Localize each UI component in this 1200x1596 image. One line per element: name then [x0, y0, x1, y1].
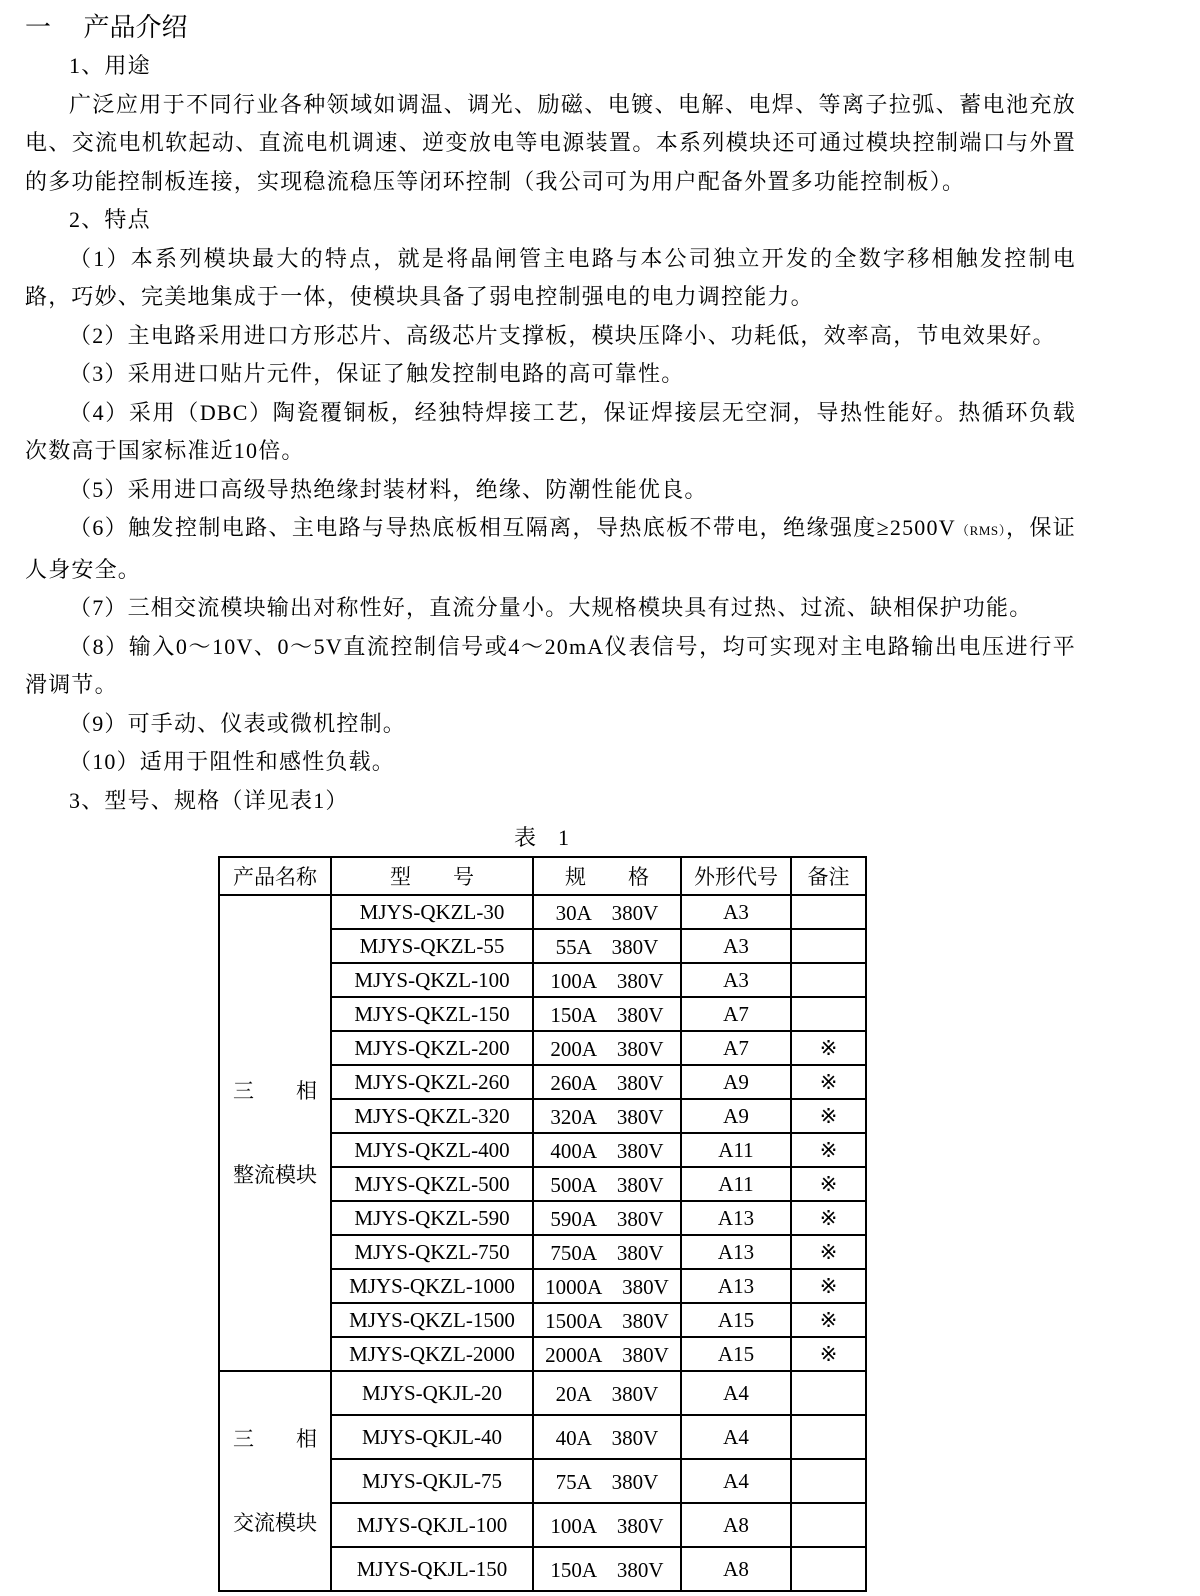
- note-cell: ※: [791, 1201, 866, 1235]
- note-cell: [791, 1459, 866, 1503]
- note-cell: ※: [791, 1065, 866, 1099]
- code-cell: A15: [681, 1337, 791, 1371]
- feature-10: （10）适用于阻性和感性负载。: [69, 749, 396, 774]
- code-cell: A4: [681, 1415, 791, 1459]
- section-3-title: 3、型号、规格（详见表1）: [69, 787, 349, 813]
- feature-2: （2）主电路采用进口方形芯片、高级芯片支撑板，模块压降小、功耗低，效率高，节电效果好。: [69, 322, 1056, 348]
- model-cell: MJYS-QKZL-55: [331, 929, 533, 963]
- model-cell: MJYS-QKZL-1000: [331, 1269, 533, 1303]
- feature-6-text-end: ，保证人身安全。: [25, 515, 1076, 582]
- model-cell: MJYS-QKJL-75: [331, 1459, 533, 1503]
- note-cell: ※: [791, 1099, 866, 1133]
- code-cell: A13: [681, 1269, 791, 1303]
- model-cell: MJYS-QKZL-2000: [331, 1337, 533, 1371]
- code-cell: A3: [681, 929, 791, 963]
- table-row: [219, 895, 866, 929]
- code-cell: A4: [681, 1371, 791, 1415]
- spec-cell: 400A 380V: [533, 1133, 681, 1167]
- model-cell: MJYS-QKZL-750: [331, 1235, 533, 1269]
- code-cell: A3: [681, 963, 791, 997]
- note-cell: [791, 1371, 866, 1415]
- code-cell: A9: [681, 1065, 791, 1099]
- spec-cell: 150A 380V: [533, 1547, 681, 1591]
- group-name-line: 三 相: [233, 1427, 317, 1451]
- spec-cell: 30A 380V: [533, 895, 681, 929]
- code-cell: A9: [681, 1099, 791, 1133]
- code-cell: A7: [681, 1031, 791, 1065]
- spec-cell: 2000A 380V: [533, 1337, 681, 1371]
- page-title: 一 产品介绍: [25, 13, 188, 42]
- feature-7: （7）三相交流模块输出对称性好，直流分量小。大规格模块具有过热、过流、缺相保护功能。: [69, 595, 1033, 620]
- feature-1: （1）本系列模块最大的特点，就是将晶闸管主电路与本公司独立开发的全数字移相触发控制电路，巧妙、完美地集成于一体，使模块具备了弱电控制强电的电力调控能力。: [25, 245, 1076, 309]
- code-cell: A8: [681, 1503, 791, 1547]
- note-cell: [791, 929, 866, 963]
- code-cell: A11: [681, 1133, 791, 1167]
- spec-table: [218, 856, 867, 1592]
- note-cell: [791, 1547, 866, 1591]
- note-cell: ※: [791, 1235, 866, 1269]
- model-cell: MJYS-QKZL-30: [331, 895, 533, 929]
- model-cell: MJYS-QKZL-590: [331, 1201, 533, 1235]
- note-cell: ※: [791, 1269, 866, 1303]
- section-2-title: 2、特点: [69, 207, 151, 232]
- code-cell: A11: [681, 1167, 791, 1201]
- group-cell-rectifier: [219, 895, 331, 1371]
- feature-8: （8）输入0～10V、0～5V直流控制信号或4～20mA仪表信号，均可实现对主电路输出电压进行平滑调节。: [25, 633, 1076, 697]
- group-name-line: 三 相: [233, 1079, 317, 1103]
- code-cell: A13: [681, 1201, 791, 1235]
- spec-cell: 500A 380V: [533, 1167, 681, 1201]
- spec-cell: 100A 380V: [533, 963, 681, 997]
- code-cell: A13: [681, 1235, 791, 1269]
- model-cell: MJYS-QKZL-400: [331, 1133, 533, 1167]
- spec-cell: 320A 380V: [533, 1099, 681, 1133]
- model-cell: MJYS-QKJL-150: [331, 1547, 533, 1591]
- spec-cell: 150A 380V: [533, 997, 681, 1031]
- group-cell-ac: [219, 1371, 331, 1591]
- group-name-line: 整流模块: [233, 1163, 317, 1187]
- code-cell: A3: [681, 895, 791, 929]
- header-model: 型 号: [331, 857, 533, 895]
- note-cell: [791, 1503, 866, 1547]
- header-product-name: 产品名称: [219, 857, 331, 895]
- spec-cell: 1000A 380V: [533, 1269, 681, 1303]
- feature-4: （4）采用（DBC）陶瓷覆铜板，经独特焊接工艺，保证焊接层无空洞，导热性能好。热循环负载次数高于国家标准近10倍。: [25, 399, 1076, 463]
- spec-cell: 55A 380V: [533, 929, 681, 963]
- model-cell: MJYS-QKJL-20: [331, 1371, 533, 1415]
- group-name-line: 交流模块: [233, 1511, 317, 1535]
- rms-subscript: （RMS）: [955, 523, 1006, 538]
- table-row: [219, 1371, 866, 1415]
- code-cell: A7: [681, 997, 791, 1031]
- spec-cell: 20A 380V: [533, 1371, 681, 1415]
- model-cell: MJYS-QKZL-100: [331, 963, 533, 997]
- spec-cell: 1500A 380V: [533, 1303, 681, 1337]
- spec-cell: 260A 380V: [533, 1065, 681, 1099]
- note-cell: ※: [791, 1133, 866, 1167]
- note-cell: ※: [791, 1167, 866, 1201]
- model-cell: MJYS-QKZL-500: [331, 1167, 533, 1201]
- header-note: 备注: [791, 857, 866, 895]
- code-cell: A8: [681, 1547, 791, 1591]
- note-cell: ※: [791, 1031, 866, 1065]
- section-1-title: 1、用途: [69, 53, 151, 78]
- model-cell: MJYS-QKZL-1500: [331, 1303, 533, 1337]
- header-spec: 规 格: [533, 857, 681, 895]
- feature-9: （9）可手动、仪表或微机控制。: [69, 710, 407, 736]
- feature-6-text: （6）触发控制电路、主电路与导热底板相互隔离，导热底板不带电，绝缘强度≥2500V: [69, 515, 956, 540]
- model-cell: MJYS-QKZL-150: [331, 997, 533, 1031]
- model-cell: MJYS-QKZL-200: [331, 1031, 533, 1065]
- spec-cell: 100A 380V: [533, 1503, 681, 1547]
- model-cell: MJYS-QKJL-100: [331, 1503, 533, 1547]
- spec-cell: 75A 380V: [533, 1459, 681, 1503]
- note-cell: [791, 963, 866, 997]
- header-shape-code: 外形代号: [681, 857, 791, 895]
- spec-cell: 40A 380V: [533, 1415, 681, 1459]
- note-cell: [791, 895, 866, 929]
- model-cell: MJYS-QKZL-260: [331, 1065, 533, 1099]
- usage-paragraph: 广泛应用于不同行业各种领域如调温、调光、励磁、电镀、电解、电焊、等离子拉弧、蓄电池充放电、交流电机软起动、直流电机调速、逆变放电等电源装置。本系列模块还可通过模块控制端口与外置的多功能控制板连接，实现稳流稳压等闭环控制（我公司可为用户配备外置多功能控制板）。: [25, 91, 1076, 194]
- feature-3: （3）采用进口贴片元件，保证了触发控制电路的高可靠性。: [69, 361, 685, 386]
- feature-5: （5）采用进口高级导热绝缘封装材料，绝缘、防潮性能优良。: [69, 476, 708, 502]
- table-caption: 表 1: [513, 825, 569, 850]
- spec-cell: 200A 380V: [533, 1031, 681, 1065]
- note-cell: ※: [791, 1337, 866, 1371]
- note-cell: ※: [791, 1303, 866, 1337]
- note-cell: [791, 1415, 866, 1459]
- table-header-row: [219, 857, 866, 895]
- code-cell: A15: [681, 1303, 791, 1337]
- model-cell: MJYS-QKZL-320: [331, 1099, 533, 1133]
- model-cell: MJYS-QKJL-40: [331, 1415, 533, 1459]
- code-cell: A4: [681, 1459, 791, 1503]
- spec-cell: 750A 380V: [533, 1235, 681, 1269]
- feature-6: [25, 509, 1076, 589]
- spec-cell: 590A 380V: [533, 1201, 681, 1235]
- note-cell: [791, 997, 866, 1031]
